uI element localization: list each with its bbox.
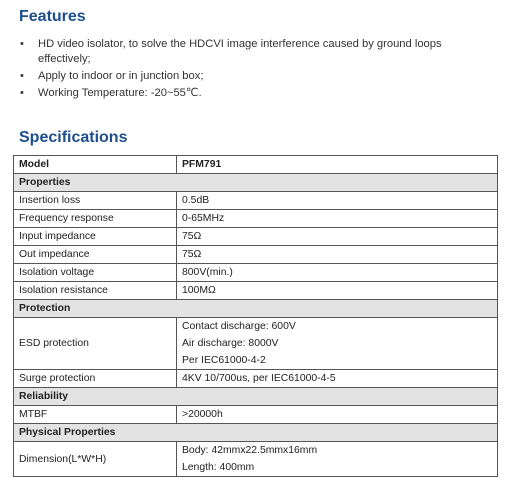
table-row — [14, 282, 498, 300]
section-title: Physical Properties — [14, 424, 498, 442]
cell-label: Input impedance — [14, 228, 177, 246]
section-row-reliability — [14, 388, 498, 406]
cell-value: >20000h — [177, 406, 498, 424]
cell-label: Isolation voltage — [14, 264, 177, 282]
feature-text: Working Temperature: -20~55℃. — [38, 87, 202, 99]
table-row — [14, 192, 498, 210]
cell-label: Out impedance — [14, 246, 177, 264]
section-title: Reliability — [14, 388, 498, 406]
features-heading: Features — [19, 8, 86, 25]
cell-value: 0.5dB — [177, 192, 498, 210]
table-row — [14, 246, 498, 264]
cell-label: Model — [14, 156, 177, 174]
feature-item — [18, 86, 488, 101]
feature-text: Apply to indoor or in junction box; — [38, 70, 204, 82]
bullet-icon: • — [20, 38, 24, 50]
features-list — [18, 37, 488, 103]
cell-label: Frequency response — [14, 210, 177, 228]
table-row-model — [14, 156, 498, 174]
table-row — [14, 264, 498, 282]
table-row-surge — [14, 370, 498, 388]
section-title: Properties — [14, 174, 498, 192]
specifications-table — [13, 155, 498, 477]
feature-item — [18, 37, 488, 67]
section-row-protection — [14, 300, 498, 318]
cell-value: 0-65MHz — [177, 210, 498, 228]
table-row-mtbf — [14, 406, 498, 424]
feature-item — [18, 69, 488, 84]
cell-label: ESD protection — [14, 318, 177, 370]
table-row-esd — [14, 318, 498, 370]
cell-value: 75Ω — [177, 228, 498, 246]
cell-line: Body: 42mmx22.5mmx16mm — [182, 445, 318, 456]
specifications-heading: Specifications — [19, 129, 128, 146]
section-row-physical — [14, 424, 498, 442]
bullet-icon: • — [20, 87, 24, 99]
table-row — [14, 228, 498, 246]
cell-value: 100MΩ — [177, 282, 498, 300]
cell-value: 75Ω — [177, 246, 498, 264]
cell-value: PFM791 — [177, 156, 498, 174]
cell-label: Isolation resistance — [14, 282, 177, 300]
cell-value: 800V(min.) — [177, 264, 498, 282]
table-row — [14, 210, 498, 228]
table-row-dimension — [14, 442, 498, 477]
section-row-properties — [14, 174, 498, 192]
section-title: Protection — [14, 300, 498, 318]
cell-label: Surge protection — [14, 370, 177, 388]
cell-line: Air discharge: 8000V — [182, 338, 279, 349]
cell-label: Insertion loss — [14, 192, 177, 210]
cell-line: Per IEC61000-4-2 — [182, 355, 266, 366]
bullet-icon: • — [20, 70, 24, 82]
cell-line: Length: 400mm — [182, 462, 255, 473]
cell-label: MTBF — [14, 406, 177, 424]
cell-value: 4KV 10/700us, per IEC61000-4-5 — [177, 370, 498, 388]
cell-line: Contact discharge: 600V — [182, 321, 296, 332]
cell-value-multiline — [177, 442, 498, 477]
cell-label: Dimension(L*W*H) — [14, 442, 177, 477]
feature-text: HD video isolator, to solve the HDCVI image interference caused by ground loops effectively; — [38, 38, 442, 65]
cell-value-multiline — [177, 318, 498, 370]
